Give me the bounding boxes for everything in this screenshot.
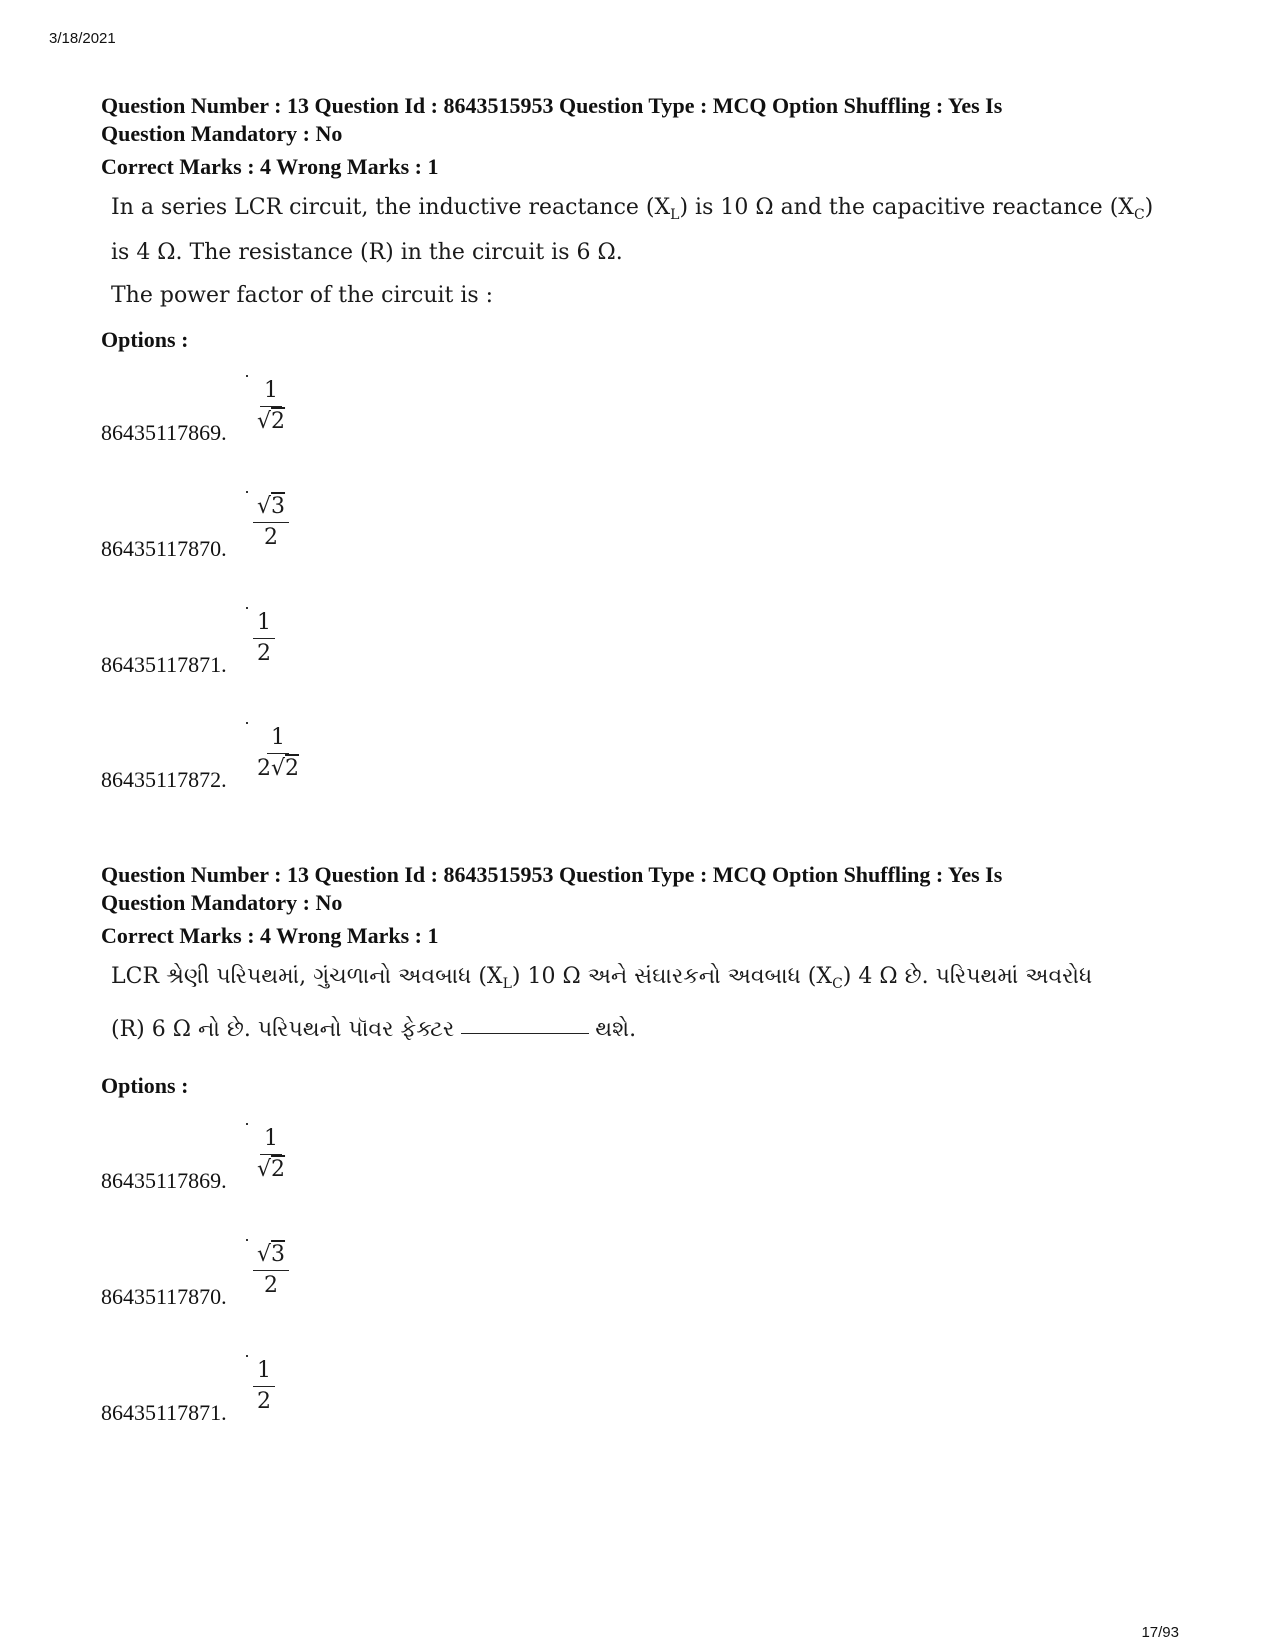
option-item[interactable] <box>101 1325 501 1425</box>
question-meta <box>101 92 1181 181</box>
question-text-line: (R) 6 Ω નો છે. પરિપથનો પૉવર ફેક્ટર થશે. <box>111 1017 637 1042</box>
question-meta-line: Question Number : 13 Question Id : 8643515953 Question Type : MCQ Option Shuffling : Yes Is <box>101 93 1003 118</box>
subscript: C <box>832 976 843 992</box>
option-id: 86435117871. <box>101 652 227 677</box>
option-id: 86435117870. <box>101 536 227 561</box>
subscript: C <box>1133 207 1145 223</box>
option-item[interactable] <box>101 345 501 445</box>
option-marker <box>246 1123 248 1125</box>
option-id: 86435117871. <box>101 1400 227 1425</box>
option-fraction: $\frac{1}{√2}$ <box>257 1126 286 1182</box>
option-marker <box>246 722 248 724</box>
options-list <box>101 345 1181 795</box>
option-item[interactable] <box>101 692 501 792</box>
option-fraction: $\frac{1}{√2}$ <box>257 378 286 434</box>
question-text-line: The power factor of the circuit is : <box>111 283 494 308</box>
option-marker <box>246 375 248 377</box>
question-marks: Correct Marks : 4 Wrong Marks : 1 <box>101 154 439 179</box>
option-item[interactable] <box>101 461 501 561</box>
question-mandatory: Question Mandatory : No <box>101 121 343 146</box>
question-mandatory: Question Mandatory : No <box>101 890 343 915</box>
question-meta-line: Question Number : 13 Question Id : 8643515953 Question Type : MCQ Option Shuffling : Yes Is <box>101 862 1003 887</box>
subscript: L <box>502 976 512 992</box>
question-block-english <box>101 92 1181 353</box>
option-id: 86435117870. <box>101 1284 227 1309</box>
option-id: 86435117872. <box>101 767 227 792</box>
options-label: Options : <box>101 1073 189 1098</box>
question-meta <box>101 861 1181 950</box>
question-block-gujarati <box>101 861 1181 1099</box>
question-text <box>101 189 1181 315</box>
option-item[interactable] <box>101 1209 501 1309</box>
page-number: 17/93 <box>1141 1624 1179 1641</box>
option-marker <box>246 607 248 609</box>
option-id: 86435117869. <box>101 420 227 445</box>
option-id: 86435117869. <box>101 1168 227 1193</box>
option-marker <box>246 1239 248 1241</box>
question-text-line: In a series LCR circuit, the inductive reactance $(X_L)$ is 10 Ω and the capacitive reactance $(X_C)$ <box>111 195 1154 223</box>
option-fraction: $\frac{1}{2√2}$ <box>257 725 300 781</box>
subscript: L <box>670 207 680 223</box>
option-item[interactable] <box>101 577 501 677</box>
question-text-line: LCR શ્રેણી પરિપથમાં, ગુંચળાનો અવબાધ $(X_L)$ 10 Ω અને સંઘારકનો અવબાધ $(X_C)$ 4 Ω છે. પરિપથમાં અવરોધ <box>111 964 1093 992</box>
options-list <box>101 1093 1181 1433</box>
options-label: Options : <box>101 327 189 352</box>
question-marks: Correct Marks : 4 Wrong Marks : 1 <box>101 923 439 948</box>
print-date: 3/18/2021 <box>49 30 116 47</box>
option-item[interactable] <box>101 1093 501 1193</box>
option-fraction: $\frac{√3}{2}$ <box>253 494 289 551</box>
answer-blank <box>461 1032 589 1034</box>
option-marker <box>246 491 248 493</box>
option-fraction: $\frac{1}{2}$ <box>253 610 275 667</box>
option-fraction: $\frac{1}{2}$ <box>253 1358 275 1415</box>
option-marker <box>246 1355 248 1357</box>
question-text <box>101 954 1181 1053</box>
option-fraction: $\frac{√3}{2}$ <box>253 1242 289 1299</box>
question-text-line: is 4 Ω. The resistance (R) in the circuit is 6 Ω. <box>111 240 623 265</box>
